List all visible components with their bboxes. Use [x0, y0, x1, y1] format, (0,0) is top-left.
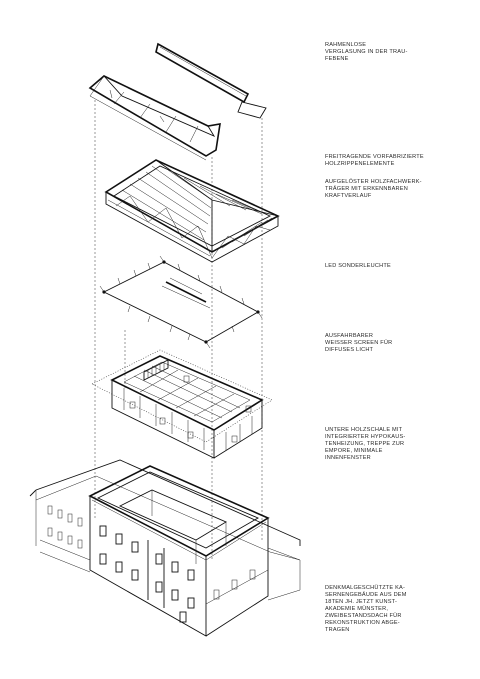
label-line: RAHMENLOSE [325, 42, 367, 48]
label-line: KRAFTVERLAUF [325, 193, 372, 199]
layer-historic-building [30, 460, 300, 636]
layer-led-luminaire [100, 256, 262, 348]
label-line: AUSFAHRBARER [325, 333, 374, 339]
label-line: INNENFENSTER [325, 455, 371, 461]
label-line: TRÄGER MIT ERKENNBAREN [325, 186, 408, 192]
label-line: VERGLASUNG IN DER TRAU- [325, 49, 408, 55]
label-line: WEISSER SCREEN FÜR [325, 340, 393, 346]
label-line: DIFFUSES LICHT [325, 347, 374, 353]
label-listed-building [325, 585, 445, 634]
label-line: FEBENE [325, 56, 349, 62]
label-retractable-screen [325, 333, 445, 354]
alignment-guides [95, 100, 262, 560]
label-led-luminaire [325, 263, 445, 270]
label-line: UNTERE HOLZSCHALE MIT [325, 427, 403, 433]
label-timber-ribs [325, 154, 445, 168]
label-line: FREITRAGENDE VORFABRIZIERTE [325, 154, 424, 160]
label-line: REKONSTRUKTION ABGE- [325, 620, 400, 626]
label-frameless-glazing [325, 42, 445, 63]
label-line: DENKMALGESCHÜTZTE KA- [325, 585, 406, 591]
label-line: 18TEN JH. JETZT KUNST- [325, 599, 398, 605]
label-line: ZWEIBESTANDSDACH FÜR [325, 613, 402, 619]
label-line: SERNENGEBÄUDE AUS DEM [325, 592, 407, 598]
label-line: TRAGEN [325, 627, 350, 633]
label-line: AKADEMIE MÜNSTER, [325, 606, 389, 612]
layer-frameless-glazing [90, 44, 266, 160]
label-timber-trusses [325, 179, 445, 200]
label-lower-timber-shell [325, 427, 445, 462]
label-line: EMPORE, MINIMALE [325, 448, 383, 454]
label-line: INTEGRIERTER HYPOKAUS- [325, 434, 406, 440]
layer-lower-timber-shell [92, 350, 272, 458]
label-line: LED SONDERLEUCHTE [325, 263, 391, 269]
layer-timber-ribs-trusses [106, 160, 278, 262]
label-line: HOLZRIPPENELEMENTE [325, 161, 395, 167]
label-line: TENHEIZUNG, TREPPE ZUR [325, 441, 405, 447]
label-line: AUFGELÖSTER HOLZFACHWERK- [325, 179, 422, 185]
